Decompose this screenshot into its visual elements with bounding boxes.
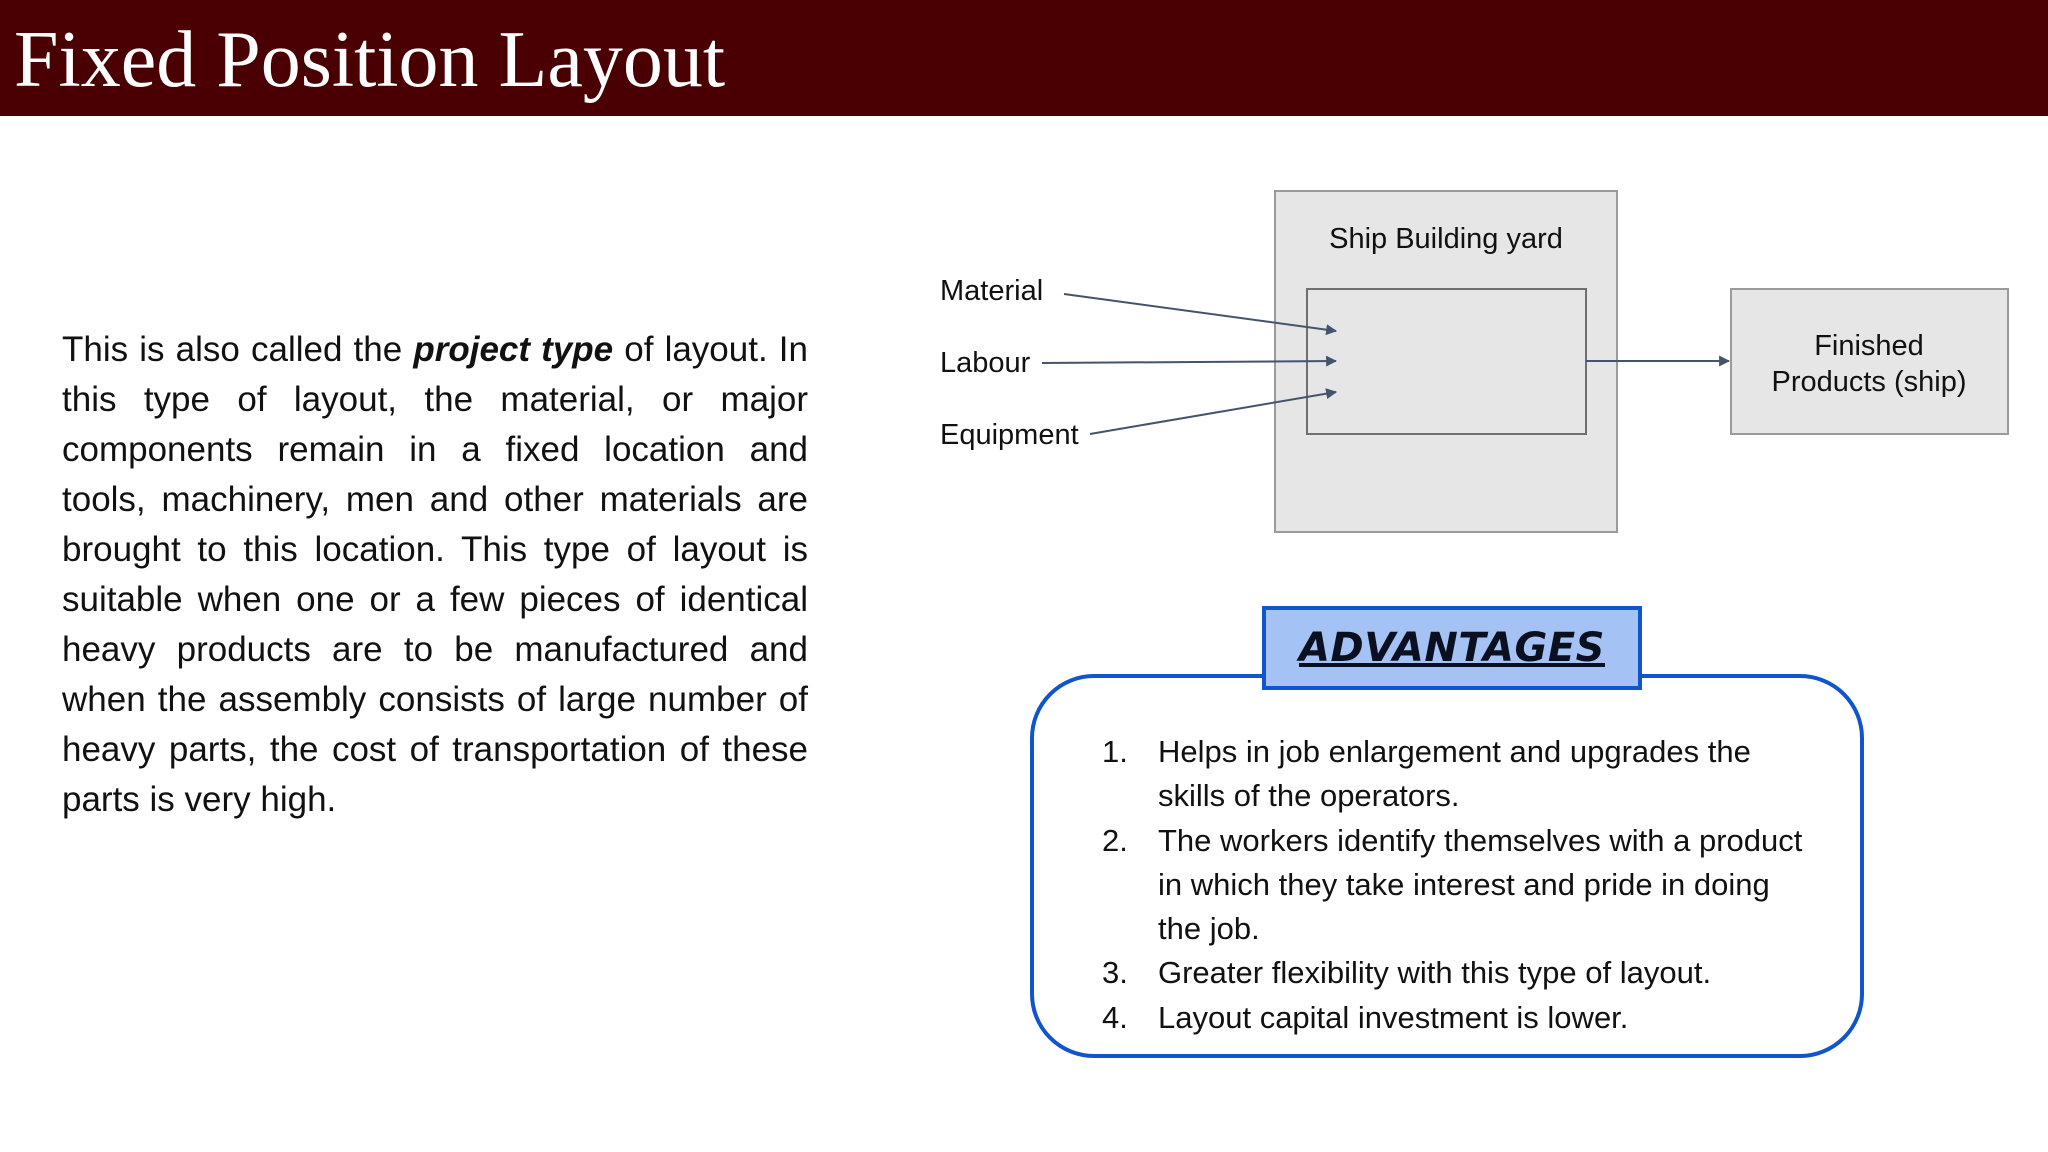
advantage-number: 3.	[1102, 955, 1128, 991]
advantage-item	[1100, 819, 1820, 952]
advantage-number: 2.	[1102, 822, 1128, 858]
finished-products-label-line1: Finished	[1814, 330, 1924, 362]
intro-text-rest: of layout. In this type of layout, the material, or major components remain in a fixed location and tools, machinery, men and other materials are brought to this location. This type of layout is suitable when one or a few pieces of identical heavy products are to be manufactured and when the assembly consists of large number of heavy parts, the cost of transportation of these parts is very high.	[62, 330, 808, 819]
advantages-heading: ADVANTAGES	[1299, 625, 1605, 671]
advantage-number: 4.	[1102, 999, 1128, 1035]
advantage-text: The workers identify themselves with a product in which they take interest and pride in doing the job.	[1158, 822, 1803, 947]
advantages-list	[1100, 730, 1820, 1040]
intro-emphasis: project type	[413, 330, 614, 369]
input-label-equipment: Equipment	[940, 419, 1079, 451]
advantage-item	[1100, 730, 1820, 819]
advantage-item	[1100, 996, 1820, 1040]
input-label-material: Material	[940, 275, 1044, 307]
advantage-text: Helps in job enlargement and upgrades the skills of the operators.	[1158, 734, 1751, 814]
input-label-labour: Labour	[940, 347, 1031, 379]
finished-products-label-line2: Products (ship)	[1771, 366, 1967, 398]
ship-yard-label: Ship Building yard	[1329, 223, 1563, 255]
advantage-text: Layout capital investment is lower.	[1158, 999, 1629, 1035]
work-area-box	[1307, 289, 1586, 434]
advantage-item	[1100, 951, 1820, 995]
advantages-heading-tab	[1262, 606, 1642, 690]
intro-text-start: This is also called the	[62, 330, 414, 369]
advantage-number: 1.	[1102, 734, 1128, 769]
slide-title: Fixed Position Layout	[14, 16, 726, 104]
advantage-text: Greater flexibility with this type of layout.	[1158, 955, 1712, 991]
